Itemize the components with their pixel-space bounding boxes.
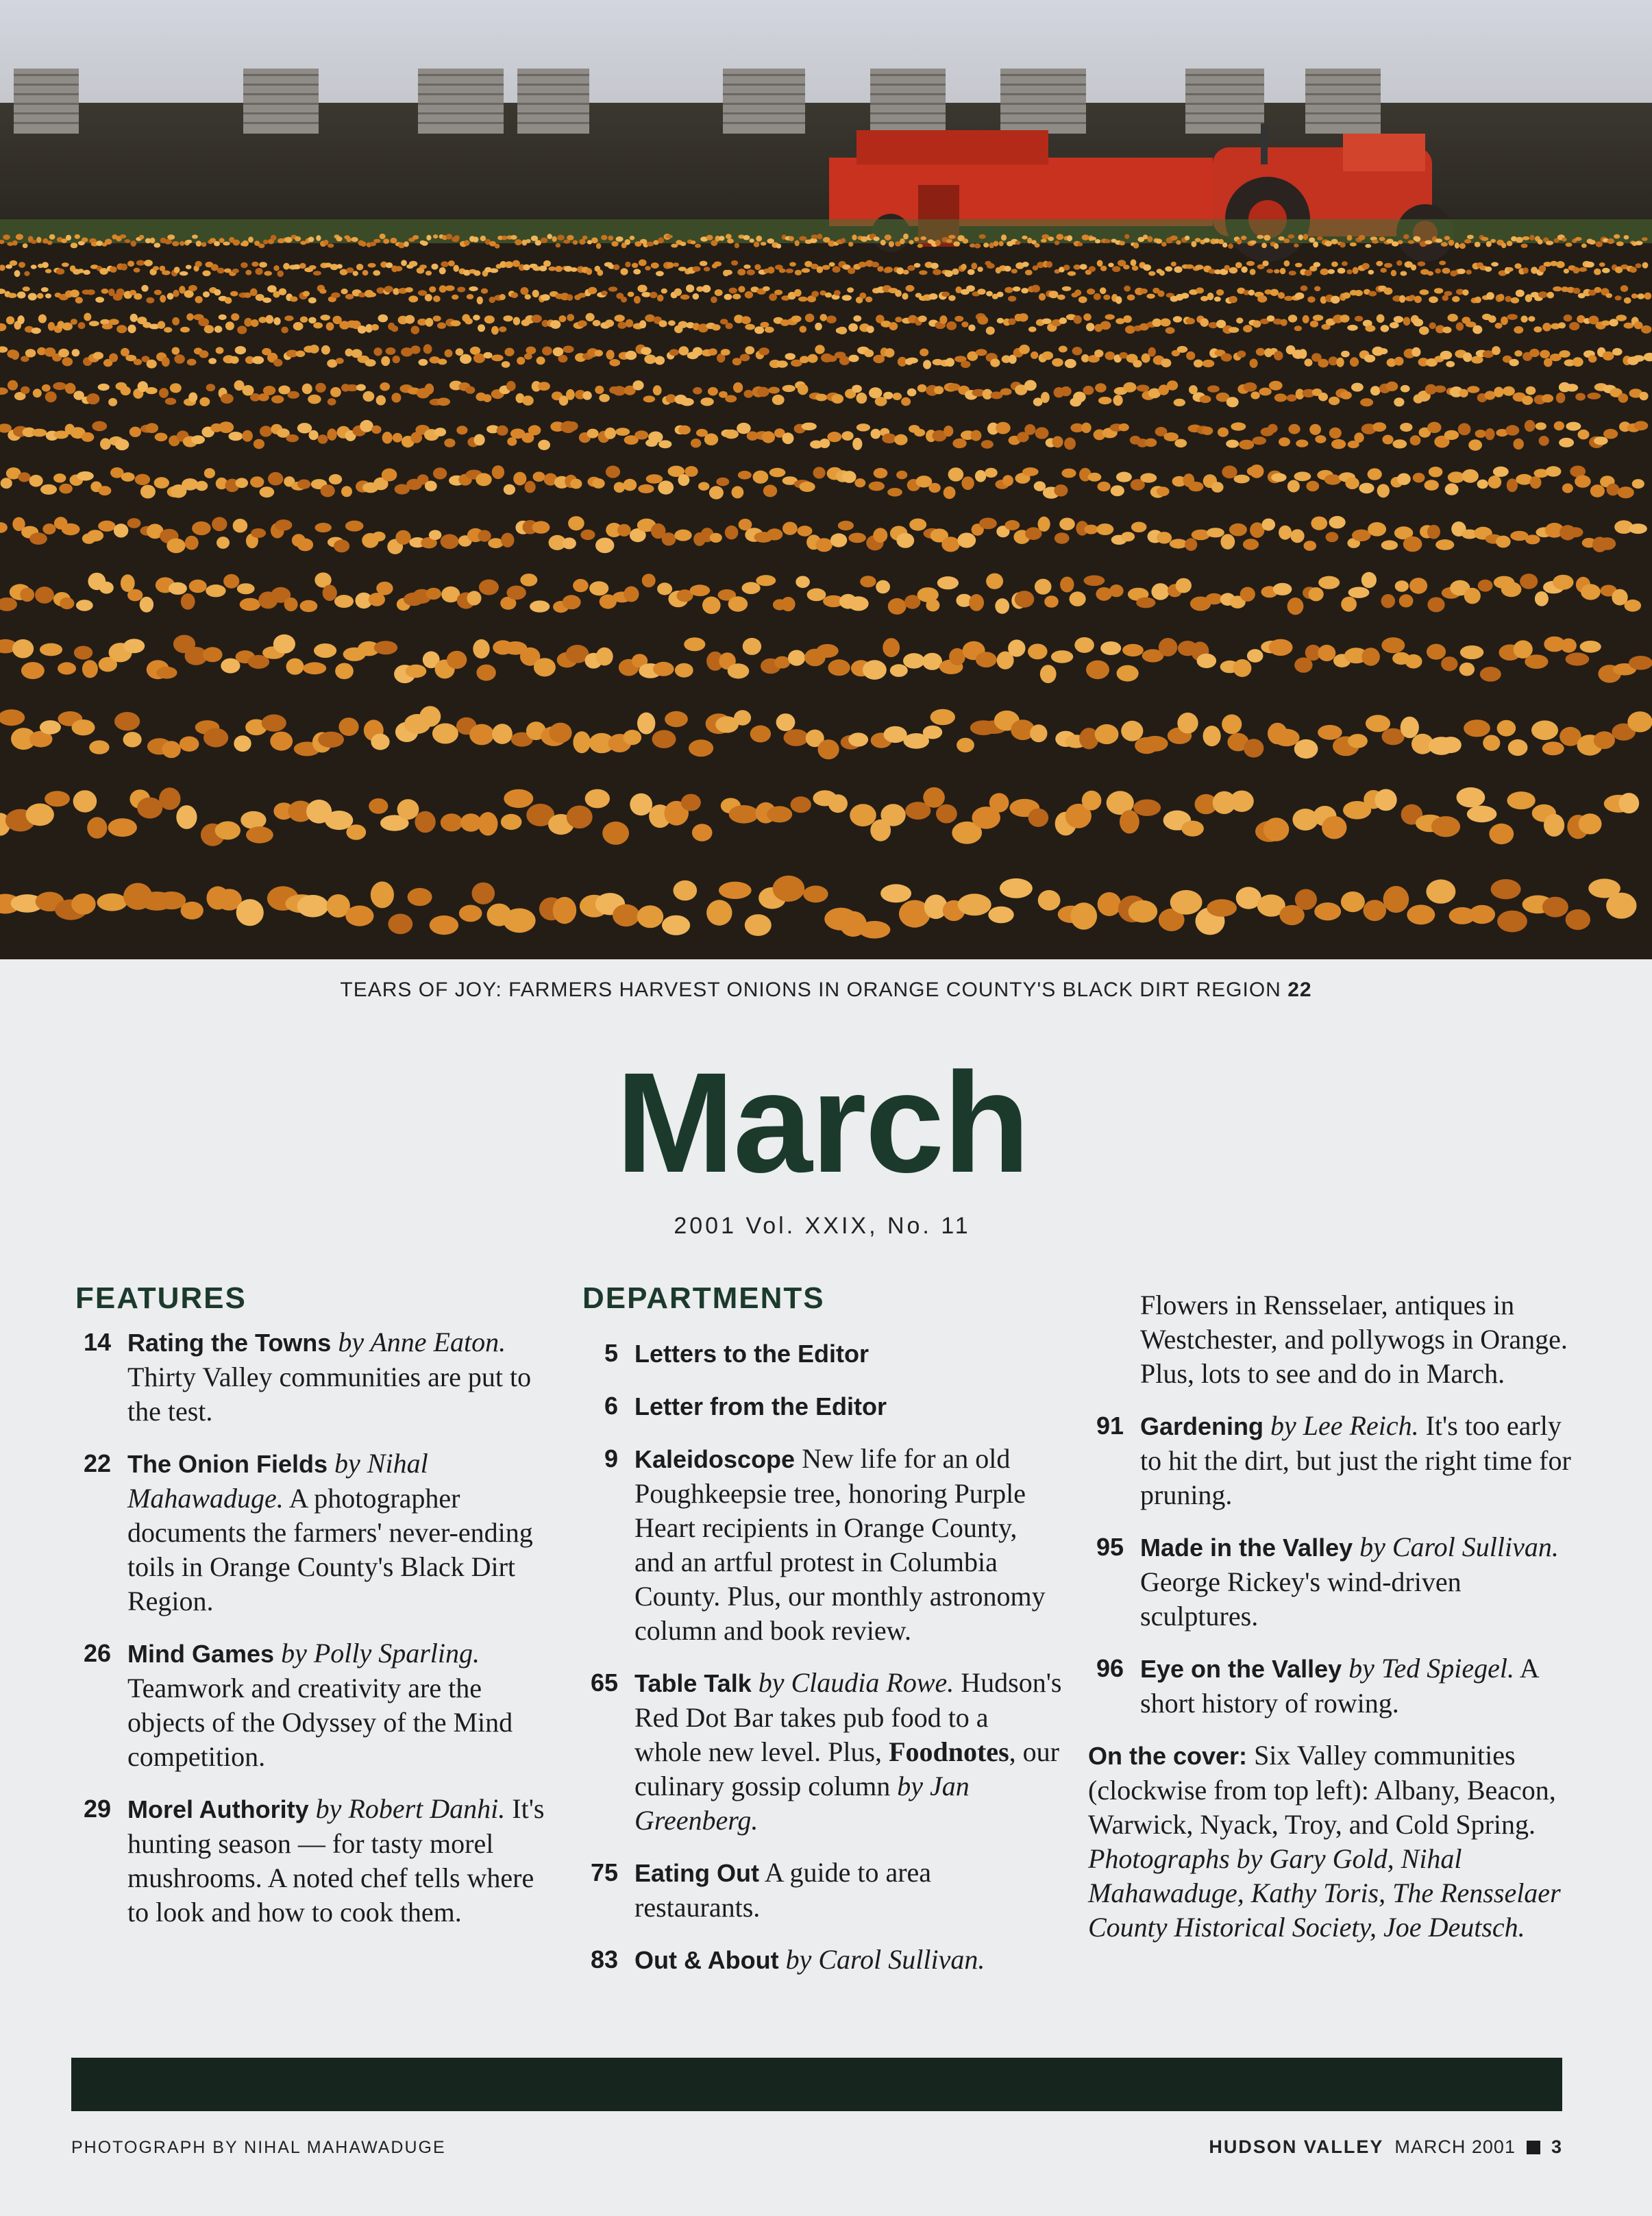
page-number: 95 (1096, 1533, 1124, 1561)
entry-title: Table Talk (634, 1669, 752, 1697)
entry-title: Gardening (1140, 1412, 1264, 1440)
cover-text: Six Valley communities (clockwise from top left): Albany, Beacon, Warwick, Nyack, Troy, and Cold Spring. (1088, 1740, 1556, 1840)
issue-volume: 2001 Vol. XXIX, No. 11 (674, 1213, 971, 1239)
entry-title: Out & About (634, 1946, 779, 1974)
caption-page-number[interactable]: 22 (1287, 978, 1312, 1001)
departments-continued-column (1088, 1288, 1581, 1945)
cover-note (1088, 1738, 1581, 1945)
entry-title: Morel Authority (127, 1795, 309, 1823)
square-bullet-icon (1527, 2141, 1540, 2154)
page-number: 75 (590, 1858, 618, 1886)
entry-title: Letter from the Editor (634, 1392, 887, 1420)
page-number: 26 (83, 1639, 111, 1667)
entry-title: Mind Games (127, 1640, 275, 1668)
entry-byline: by Lee Reich. (1270, 1410, 1419, 1441)
toc-entry[interactable] (75, 1446, 555, 1618)
entry-title: Eating Out (634, 1859, 759, 1887)
page-number: 29 (83, 1795, 111, 1823)
toc-entry[interactable] (582, 1336, 1062, 1371)
toc-entry[interactable] (582, 1442, 1062, 1648)
toc-entry[interactable] (1088, 1409, 1581, 1512)
entry-byline: by Polly Sparling. (281, 1638, 480, 1669)
entry-desc: New life for an old Poughkeepsie tree, honoring Purple Heart recipients in Orange County, and an artful protest in Columbia County. Plus, our monthly astronomy column and book review. (634, 1443, 1046, 1646)
entry-extra-byline: by Jan Greenberg. (634, 1771, 970, 1836)
entry-desc: Hudson's Red Dot Bar takes pub food to a whole new level. Plus, (634, 1667, 1062, 1767)
entry-title: The Onion Fields (127, 1450, 328, 1478)
departments-column (582, 1281, 1062, 1995)
features-heading: FEATURES (75, 1281, 247, 1315)
entry-byline: by Anne Eaton. (338, 1327, 506, 1357)
toc-entry[interactable] (582, 1856, 1062, 1925)
onion-field-photo (0, 0, 1652, 959)
page-number: 91 (1096, 1412, 1124, 1440)
toc-entry[interactable] (75, 1636, 555, 1774)
entry-desc: A photographer documents the farmers' never-ending toils in Orange County's Black Dirt Region. (127, 1483, 533, 1616)
entry-byline: by Carol Sullivan. (785, 1944, 985, 1975)
entry-byline: by Robert Danhi. (315, 1793, 506, 1824)
entry-title: Eye on the Valley (1140, 1655, 1342, 1683)
toc-entry[interactable] (582, 1666, 1062, 1838)
page-number: 5 (604, 1339, 618, 1367)
entry-desc: A short history of rowing. (1140, 1653, 1538, 1719)
entry-desc: A guide to area restaurants. (634, 1857, 932, 1923)
page-number: 83 (590, 1945, 618, 1973)
entry-byline: by Ted Spiegel. (1348, 1653, 1514, 1684)
footer-bar (71, 2058, 1562, 2111)
page-number: 9 (604, 1444, 618, 1473)
toc-entry[interactable] (1088, 1651, 1581, 1721)
features-column (75, 1281, 555, 1947)
folio (1209, 2137, 1562, 2158)
toc-entry[interactable] (582, 1943, 1062, 1978)
cover-photo (0, 0, 1652, 959)
entry-desc: Thirty Valley communities are put to the test. (127, 1362, 532, 1427)
toc-entry[interactable] (75, 1325, 555, 1429)
entry-desc: It's hunting season — for tasty morel mushrooms. A noted chef tells where to look and how to cook them. (127, 1793, 545, 1928)
entry-title: Kaleidoscope (634, 1445, 796, 1473)
departments-heading: DEPARTMENTS (582, 1281, 825, 1315)
issue-date: MARCH 2001 (1394, 2137, 1516, 2157)
entry-extra: , our culinary gossip column (634, 1736, 1059, 1801)
out-about-continued: Flowers in Rensselaer, antiques in Westchester, and pollywogs in Orange. Plus, lots to see and do in March. (1140, 1290, 1568, 1389)
foodnotes-label: Foodnotes (889, 1736, 1009, 1767)
caption-text: TEARS OF JOY: FARMERS HARVEST ONIONS IN ORANGE COUNTY'S BLACK DIRT REGION (340, 978, 1281, 1001)
photo-caption (0, 978, 1652, 1002)
toc-entry[interactable] (582, 1389, 1062, 1424)
page-number: 3 (1551, 2137, 1562, 2157)
toc-entry[interactable] (1088, 1530, 1581, 1634)
page-number: 6 (604, 1392, 618, 1420)
toc-entry[interactable] (75, 1792, 555, 1930)
page-number: 22 (83, 1449, 111, 1477)
entry-title: Made in the Valley (1140, 1534, 1353, 1562)
page-number: 14 (83, 1328, 111, 1356)
photo-credit: PHOTOGRAPH BY NIHAL MAHAWADUGE (71, 2138, 446, 2157)
cover-label: On the cover: (1088, 1742, 1248, 1770)
entry-byline: by Nihal Mahawaduge. (127, 1448, 428, 1514)
page-number: 96 (1096, 1654, 1124, 1682)
entry-desc: It's too early to hit the dirt, but just the right time for pruning. (1140, 1410, 1571, 1510)
entry-title: Letters to the Editor (634, 1340, 870, 1368)
entry-byline: by Carol Sullivan. (1359, 1531, 1559, 1562)
entry-byline: by Claudia Rowe. (758, 1667, 954, 1698)
cover-credit: Photographs by Gary Gold, Nihal Mahawaduge, Kathy Toris, The Rensselaer County Historical Society, Joe Deutsch. (1088, 1843, 1561, 1943)
entry-title: Rating the Towns (127, 1329, 332, 1357)
entry-desc: George Rickey's wind-driven sculptures. (1140, 1566, 1462, 1632)
issue-month: March (615, 1044, 1029, 1203)
page-number: 65 (590, 1669, 618, 1697)
magazine-name: HUDSON VALLEY (1209, 2137, 1384, 2157)
entry-desc: Teamwork and creativity are the objects of the Odyssey of the Mind competition. (127, 1673, 513, 1772)
